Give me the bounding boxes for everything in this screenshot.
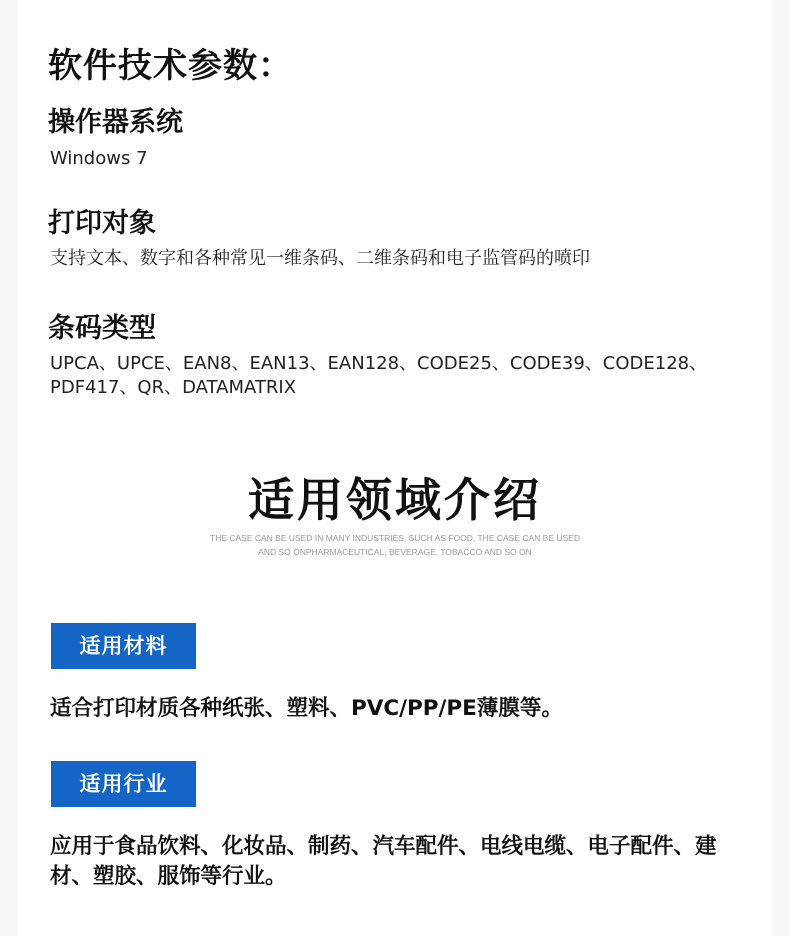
spec-value-os: Windows 7 (50, 148, 148, 169)
spec-heading-barcode-types: 条码类型 (48, 313, 156, 344)
spec-heading-os: 操作器系统 (48, 107, 183, 138)
tag-applicable-materials: 适用材料 (51, 623, 196, 669)
tag-applicable-industries: 适用行业 (51, 761, 196, 807)
spec-value-barcode-types-line-2: PDF417、QR、DATAMATRIX (50, 377, 297, 398)
spec-value-barcode-types-line-1: UPCA、UPCE、EAN8、EAN13、EAN128、CODE25、CODE39、CODE128、 (50, 353, 708, 374)
application-subtitle-line-2: AND SO ONPHARMACEUTICAL, BEVERAGE, TOBACCO AND SO ON (258, 547, 532, 557)
application-subtitle-line-1: THE CASE CAN BE USED IN MANY INDUSTRIES, SUCH AS FOOD, THE CASE CAN BE USED (210, 533, 580, 543)
spec-heading-print-objects: 打印对象 (48, 208, 156, 239)
applicable-materials-text: 适合打印材质各种纸张、塑料、PVC/PP/PE薄膜等。 (50, 696, 563, 721)
applicable-industries-text-line-1: 应用于食品饮料、化妆品、制药、汽车配件、电线电缆、电子配件、建 (50, 834, 717, 859)
application-section-title: 适用领域介绍 (248, 473, 542, 527)
spec-value-print-objects: 支持文本、数字和各种常见一维条码、二维条码和电子监管码的喷印 (50, 248, 590, 269)
page-title: 软件技术参数： (48, 46, 293, 86)
applicable-industries-text-line-2: 材、塑胶、服饰等行业。 (50, 864, 287, 889)
